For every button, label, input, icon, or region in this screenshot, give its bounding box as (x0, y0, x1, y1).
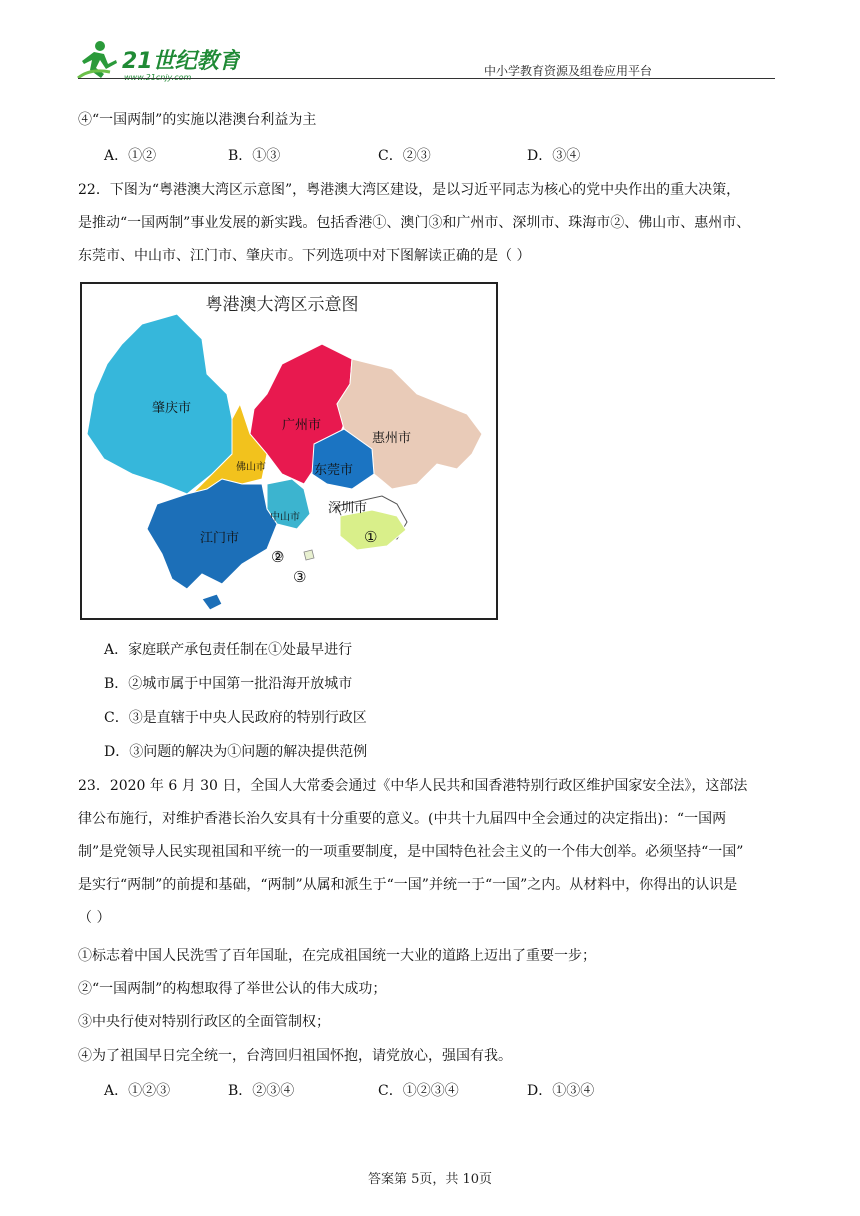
q22-option-d[interactable]: D．③问题的解决为①问题的解决提供范例 (104, 744, 368, 760)
q23-option-c[interactable]: C．①②③④ (378, 1083, 459, 1099)
q21-option-b[interactable]: B．①③ (228, 148, 281, 164)
q23-statement-3: ③中央行使对特别行政区的全面管制权； (78, 1014, 330, 1030)
q23-stem-line-5: （ ） (78, 910, 111, 926)
label-foshan: 佛山市 (236, 462, 266, 473)
label-dongguan: 东莞市 (314, 463, 354, 478)
label-guangzhou: 广州市 (282, 418, 322, 433)
q21-option-d[interactable]: D．③④ (527, 148, 581, 164)
label-jiangmen: 江门市 (200, 531, 240, 546)
q22-option-c[interactable]: C．③是直辖于中央人民政府的特别行政区 (104, 710, 367, 726)
q22-option-a[interactable]: A．家庭联产承包责任制在①处最早进行 (104, 642, 353, 658)
label-macau-marker: ③ (293, 568, 307, 586)
q23-option-a[interactable]: A．①②③ (104, 1083, 171, 1099)
q22-stem-line-3: 东莞市、中山市、江门市、肇庆市。下列选项中对下图解读正确的是（ ） (78, 248, 531, 264)
region-jiangmen-islands (202, 594, 222, 610)
q22-option-b[interactable]: B．②城市属于中国第一批沿海开放城市 (104, 676, 353, 692)
header-divider (78, 78, 775, 79)
bay-area-map (80, 282, 498, 620)
platform-name: 中小学教育资源及组卷应用平台 (484, 64, 653, 78)
q23-statement-1: ①标志着中国人民洗雪了百年国耻，在完成祖国统一大业的道路上迈出了重要一步； (78, 948, 596, 964)
q23-stem-line-1: 23．2020 年 6 月 30 日，全国人大常委会通过《中华人民共和国香港特别行政区维护国家安全法》，这部法 (78, 778, 748, 794)
q22-stem-line-1: 22．下图为“粤港澳大湾区示意图”，粤港澳大湾区建设，是以习近平同志为核心的党中央作出的重大决策， (78, 182, 741, 198)
logo-text: 21世纪教育 (122, 49, 240, 74)
q22-stem-line-2: 是推动“一国两制”事业发展的新实践。包括香港①、澳门③和广州市、深圳市、珠海市②、佛山市、惠州市、 (78, 215, 751, 231)
label-huizhou: 惠州市 (372, 431, 412, 446)
q23-option-d[interactable]: D．①③④ (527, 1083, 595, 1099)
label-zhuhai-marker: ② (271, 548, 285, 566)
q21-option-a[interactable]: A．①② (104, 148, 157, 164)
label-zhaoqing: 肇庆市 (152, 401, 192, 416)
label-shenzhen: 深圳市 (328, 501, 368, 516)
q23-stem-line-4: 是实行“两制”的前提和基础，“两制”从属和派生于“一国”并统一于“一国”之内。从材料中，你得出的认识是 (78, 877, 738, 893)
q23-statement-2: ②“一国两制”的构想取得了举世公认的伟大成功； (78, 981, 387, 997)
q21-option-c[interactable]: C．②③ (378, 148, 431, 164)
label-zhongshan: 中山市 (270, 512, 300, 523)
page-footer: 答案第 5页，共 10页 (367, 1172, 493, 1187)
runner-icon (78, 41, 117, 78)
q23-statement-4: ④为了祖国早日完全统一，台湾回归祖国怀抱，请党放心，强国有我。 (78, 1048, 512, 1064)
q21-statement-4: ④“一国两制”的实施以港澳台利益为主 (78, 112, 317, 128)
label-hongkong-marker: ① (364, 528, 378, 546)
q23-option-b[interactable]: B．②③④ (228, 1083, 295, 1099)
q23-stem-line-2: 律公布施行，对维护香港长治久安具有十分重要的意义。(中共十九届四中全会通过的决定指出)：“一国两 (78, 811, 727, 827)
map-title: 粤港澳大湾区示意图 (205, 295, 359, 315)
q23-stem-line-3: 制”是党领导人民实现祖国和平统一的一项重要制度，是中国特色社会主义的一个伟大创举。必须坚持“一国” (78, 844, 744, 860)
